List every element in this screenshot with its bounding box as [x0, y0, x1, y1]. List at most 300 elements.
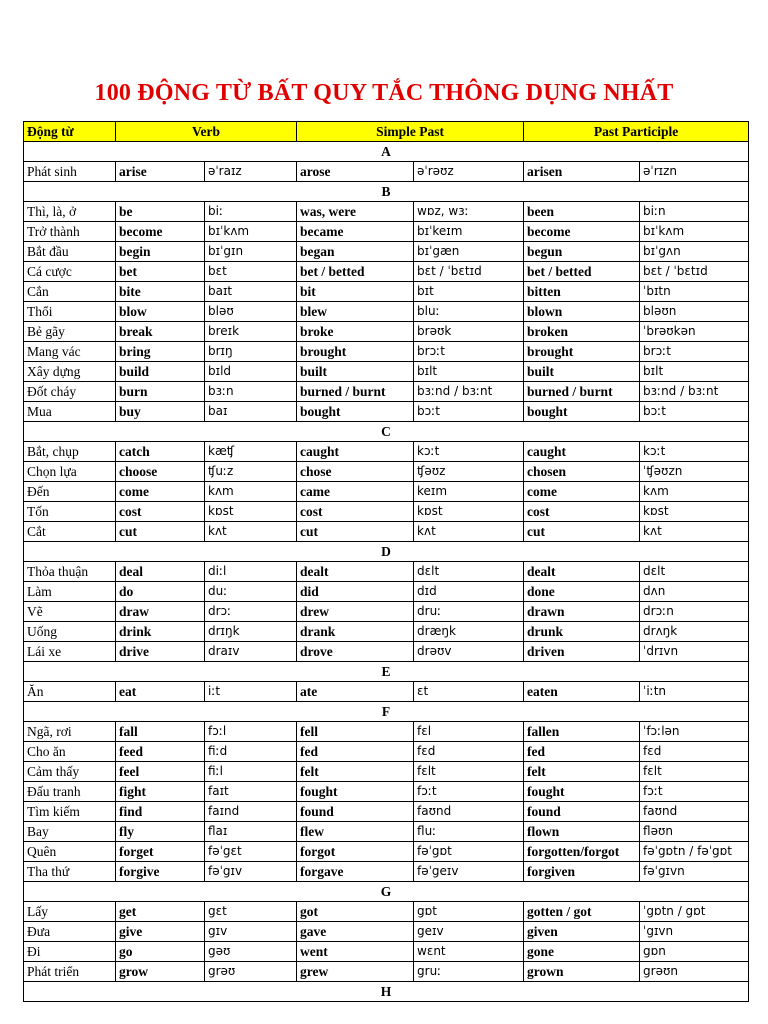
- simple-past-cell: caught: [297, 442, 414, 462]
- vietnamese-meaning-cell: Cắn: [24, 282, 116, 302]
- verb-ipa-cell: fiːl: [205, 762, 297, 782]
- vietnamese-meaning-cell: Uống: [24, 622, 116, 642]
- simple-past-ipa-cell: bɪˈkeɪm: [414, 222, 524, 242]
- simple-past-cell: burned / burnt: [297, 382, 414, 402]
- past-participle-cell: given: [524, 922, 640, 942]
- verb-ipa-cell: baɪt: [205, 282, 297, 302]
- past-participle-cell: grown: [524, 962, 640, 982]
- past-participle-cell: gone: [524, 942, 640, 962]
- past-participle-cell: driven: [524, 642, 640, 662]
- past-participle-cell: found: [524, 802, 640, 822]
- past-participle-cell: built: [524, 362, 640, 382]
- section-letter-row: [24, 882, 749, 902]
- past-participle-cell: forgotten/forgot: [524, 842, 640, 862]
- past-participle-ipa-cell: fɔːt: [640, 782, 749, 802]
- verb-cell: fall: [116, 722, 205, 742]
- simple-past-ipa-cell: drəʊv: [414, 642, 524, 662]
- simple-past-cell: forgave: [297, 862, 414, 882]
- verb-cell: drink: [116, 622, 205, 642]
- verb-cell: feed: [116, 742, 205, 762]
- vietnamese-meaning-cell: Làm: [24, 582, 116, 602]
- past-participle-cell: felt: [524, 762, 640, 782]
- verb-ipa-cell: biː: [205, 202, 297, 222]
- past-participle-cell: blown: [524, 302, 640, 322]
- simple-past-ipa-cell: geɪv: [414, 922, 524, 942]
- verb-ipa-cell: kʌt: [205, 522, 297, 542]
- vietnamese-meaning-cell: Thì, là, ở: [24, 202, 116, 222]
- table-row: [24, 162, 749, 182]
- table-row: [24, 282, 749, 302]
- simple-past-cell: fell: [297, 722, 414, 742]
- simple-past-ipa-cell: dɛlt: [414, 562, 524, 582]
- verb-ipa-cell: baɪ: [205, 402, 297, 422]
- past-participle-cell: broken: [524, 322, 640, 342]
- simple-past-ipa-cell: fɛd: [414, 742, 524, 762]
- verb-ipa-cell: diːl: [205, 562, 297, 582]
- verb-ipa-cell: drɪŋk: [205, 622, 297, 642]
- past-participle-ipa-cell: ˈdrɪvn: [640, 642, 749, 662]
- table-row: [24, 582, 749, 602]
- table-row: [24, 322, 749, 342]
- table-row: [24, 762, 749, 782]
- simple-past-ipa-cell: brəʊk: [414, 322, 524, 342]
- table-row: [24, 622, 749, 642]
- verb-cell: fly: [116, 822, 205, 842]
- past-participle-ipa-cell: ˈbɪtn: [640, 282, 749, 302]
- simple-past-ipa-cell: gɒt: [414, 902, 524, 922]
- past-participle-cell: flown: [524, 822, 640, 842]
- table-row: [24, 862, 749, 882]
- section-letter-row: [24, 542, 749, 562]
- past-participle-cell: bet / betted: [524, 262, 640, 282]
- simple-past-cell: drove: [297, 642, 414, 662]
- vietnamese-meaning-cell: Trở thành: [24, 222, 116, 242]
- past-participle-ipa-cell: bɪˈgʌn: [640, 242, 749, 262]
- table-row: [24, 302, 749, 322]
- verb-ipa-cell: brɪŋ: [205, 342, 297, 362]
- past-participle-cell: forgiven: [524, 862, 640, 882]
- verb-ipa-cell: kʌm: [205, 482, 297, 502]
- verb-cell: burn: [116, 382, 205, 402]
- verb-cell: become: [116, 222, 205, 242]
- vietnamese-meaning-cell: Lái xe: [24, 642, 116, 662]
- verb-cell: buy: [116, 402, 205, 422]
- verb-ipa-cell: bɜːn: [205, 382, 297, 402]
- table-row: [24, 562, 749, 582]
- verb-ipa-cell: bɛt: [205, 262, 297, 282]
- verb-ipa-cell: iːt: [205, 682, 297, 702]
- simple-past-ipa-cell: fəˈgeɪv: [414, 862, 524, 882]
- simple-past-ipa-cell: əˈrəʊz: [414, 162, 524, 182]
- simple-past-cell: arose: [297, 162, 414, 182]
- table-row: [24, 602, 749, 622]
- table-row: [24, 242, 749, 262]
- simple-past-cell: broke: [297, 322, 414, 342]
- simple-past-cell: cost: [297, 502, 414, 522]
- verb-ipa-cell: kɒst: [205, 502, 297, 522]
- simple-past-ipa-cell: fɔːt: [414, 782, 524, 802]
- table-body: [24, 142, 749, 1002]
- past-participle-cell: done: [524, 582, 640, 602]
- verb-cell: cost: [116, 502, 205, 522]
- section-letter-row: [24, 182, 749, 202]
- vietnamese-meaning-cell: Cho ăn: [24, 742, 116, 762]
- vietnamese-meaning-cell: Thổi: [24, 302, 116, 322]
- verb-ipa-cell: bɪld: [205, 362, 297, 382]
- past-participle-ipa-cell: fɛlt: [640, 762, 749, 782]
- verb-cell: bet: [116, 262, 205, 282]
- table-row: [24, 262, 749, 282]
- vietnamese-meaning-cell: Cảm thấy: [24, 762, 116, 782]
- table-row: [24, 682, 749, 702]
- past-participle-ipa-cell: ˈfɔːlən: [640, 722, 749, 742]
- vietnamese-meaning-cell: Bắt, chụp: [24, 442, 116, 462]
- table-row: [24, 462, 749, 482]
- table-row: [24, 842, 749, 862]
- table-row: [24, 722, 749, 742]
- verb-ipa-cell: kæʧ: [205, 442, 297, 462]
- verb-cell: feel: [116, 762, 205, 782]
- simple-past-cell: bought: [297, 402, 414, 422]
- past-participle-ipa-cell: ˈgɪvn: [640, 922, 749, 942]
- past-participle-cell: come: [524, 482, 640, 502]
- verb-ipa-cell: gɪv: [205, 922, 297, 942]
- simple-past-cell: flew: [297, 822, 414, 842]
- past-participle-ipa-cell: ˈiːtn: [640, 682, 749, 702]
- vietnamese-meaning-cell: Bắt đầu: [24, 242, 116, 262]
- table-header-row: [24, 122, 749, 142]
- simple-past-cell: built: [297, 362, 414, 382]
- vietnamese-meaning-cell: Đấu tranh: [24, 782, 116, 802]
- past-participle-cell: begun: [524, 242, 640, 262]
- past-participle-ipa-cell: ˈʧəʊzn: [640, 462, 749, 482]
- verb-cell: build: [116, 362, 205, 382]
- section-letter-row: [24, 662, 749, 682]
- vietnamese-meaning-cell: Lấy: [24, 902, 116, 922]
- simple-past-cell: ate: [297, 682, 414, 702]
- past-participle-ipa-cell: dɛlt: [640, 562, 749, 582]
- simple-past-ipa-cell: bɔːt: [414, 402, 524, 422]
- past-participle-ipa-cell: biːn: [640, 202, 749, 222]
- header-verb: Verb: [116, 122, 297, 142]
- vietnamese-meaning-cell: Thỏa thuận: [24, 562, 116, 582]
- simple-past-ipa-cell: bɪt: [414, 282, 524, 302]
- section-letter: G: [24, 882, 749, 902]
- simple-past-cell: brought: [297, 342, 414, 362]
- verb-cell: give: [116, 922, 205, 942]
- simple-past-ipa-cell: kʌt: [414, 522, 524, 542]
- verb-cell: grow: [116, 962, 205, 982]
- verb-ipa-cell: faɪt: [205, 782, 297, 802]
- past-participle-cell: caught: [524, 442, 640, 462]
- table-row: [24, 522, 749, 542]
- simple-past-cell: cut: [297, 522, 414, 542]
- past-participle-cell: dealt: [524, 562, 640, 582]
- past-participle-ipa-cell: brɔːt: [640, 342, 749, 362]
- simple-past-ipa-cell: druː: [414, 602, 524, 622]
- vietnamese-meaning-cell: Bẻ gãy: [24, 322, 116, 342]
- verb-ipa-cell: faɪnd: [205, 802, 297, 822]
- past-participle-cell: drunk: [524, 622, 640, 642]
- verb-cell: blow: [116, 302, 205, 322]
- past-participle-ipa-cell: faʊnd: [640, 802, 749, 822]
- verb-ipa-cell: gəʊ: [205, 942, 297, 962]
- simple-past-ipa-cell: bɜːnd / bɜːnt: [414, 382, 524, 402]
- vietnamese-meaning-cell: Phát sinh: [24, 162, 116, 182]
- past-participle-ipa-cell: drʌŋk: [640, 622, 749, 642]
- verb-ipa-cell: fiːd: [205, 742, 297, 762]
- verb-cell: be: [116, 202, 205, 222]
- past-participle-cell: fed: [524, 742, 640, 762]
- past-participle-ipa-cell: grəʊn: [640, 962, 749, 982]
- simple-past-cell: did: [297, 582, 414, 602]
- vietnamese-meaning-cell: Tìm kiếm: [24, 802, 116, 822]
- section-letter: F: [24, 702, 749, 722]
- past-participle-ipa-cell: bɛt / ˈbɛtɪd: [640, 262, 749, 282]
- simple-past-cell: fought: [297, 782, 414, 802]
- vietnamese-meaning-cell: Tha thứ: [24, 862, 116, 882]
- section-letter: E: [24, 662, 749, 682]
- simple-past-ipa-cell: kɔːt: [414, 442, 524, 462]
- vietnamese-meaning-cell: Bay: [24, 822, 116, 842]
- past-participle-ipa-cell: kʌt: [640, 522, 749, 542]
- verb-cell: get: [116, 902, 205, 922]
- simple-past-ipa-cell: keɪm: [414, 482, 524, 502]
- simple-past-cell: became: [297, 222, 414, 242]
- table-row: [24, 642, 749, 662]
- table-row: [24, 342, 749, 362]
- verb-ipa-cell: bɪˈgɪn: [205, 242, 297, 262]
- simple-past-cell: fed: [297, 742, 414, 762]
- vietnamese-meaning-cell: Quên: [24, 842, 116, 862]
- table-row: [24, 802, 749, 822]
- vietnamese-meaning-cell: Mang vác: [24, 342, 116, 362]
- table-row: [24, 382, 749, 402]
- simple-past-cell: drew: [297, 602, 414, 622]
- verb-ipa-cell: fəˈgɪv: [205, 862, 297, 882]
- simple-past-cell: went: [297, 942, 414, 962]
- verb-cell: arise: [116, 162, 205, 182]
- section-letter: A: [24, 142, 749, 162]
- past-participle-cell: arisen: [524, 162, 640, 182]
- past-participle-ipa-cell: bɪˈkʌm: [640, 222, 749, 242]
- past-participle-ipa-cell: ˈgɒtn / gɒt: [640, 902, 749, 922]
- simple-past-ipa-cell: bɪlt: [414, 362, 524, 382]
- past-participle-cell: chosen: [524, 462, 640, 482]
- verb-ipa-cell: bɪˈkʌm: [205, 222, 297, 242]
- vietnamese-meaning-cell: Cá cược: [24, 262, 116, 282]
- simple-past-cell: forgot: [297, 842, 414, 862]
- verb-cell: forget: [116, 842, 205, 862]
- simple-past-ipa-cell: fluː: [414, 822, 524, 842]
- simple-past-ipa-cell: dræŋk: [414, 622, 524, 642]
- verb-cell: eat: [116, 682, 205, 702]
- table-row: [24, 742, 749, 762]
- simple-past-cell: drank: [297, 622, 414, 642]
- section-letter-row: [24, 142, 749, 162]
- simple-past-ipa-cell: ʧəʊz: [414, 462, 524, 482]
- verb-cell: forgive: [116, 862, 205, 882]
- verb-cell: drive: [116, 642, 205, 662]
- simple-past-ipa-cell: kɒst: [414, 502, 524, 522]
- past-participle-cell: burned / burnt: [524, 382, 640, 402]
- section-letter-row: [24, 422, 749, 442]
- past-participle-ipa-cell: əˈrɪzn: [640, 162, 749, 182]
- past-participle-cell: drawn: [524, 602, 640, 622]
- table-row: [24, 402, 749, 422]
- verb-ipa-cell: əˈraɪz: [205, 162, 297, 182]
- verb-ipa-cell: draɪv: [205, 642, 297, 662]
- simple-past-ipa-cell: dɪd: [414, 582, 524, 602]
- verb-cell: deal: [116, 562, 205, 582]
- vietnamese-meaning-cell: Đi: [24, 942, 116, 962]
- verb-ipa-cell: duː: [205, 582, 297, 602]
- past-participle-ipa-cell: kʌm: [640, 482, 749, 502]
- verb-cell: find: [116, 802, 205, 822]
- table-row: [24, 502, 749, 522]
- vietnamese-meaning-cell: Đến: [24, 482, 116, 502]
- simple-past-ipa-cell: brɔːt: [414, 342, 524, 362]
- verb-ipa-cell: bləʊ: [205, 302, 297, 322]
- page-title: 100 ĐỘNG TỪ BẤT QUY TẮC THÔNG DỤNG NHẤT: [94, 80, 674, 106]
- simple-past-ipa-cell: bluː: [414, 302, 524, 322]
- table-row: [24, 962, 749, 982]
- simple-past-ipa-cell: wɛnt: [414, 942, 524, 962]
- simple-past-ipa-cell: faʊnd: [414, 802, 524, 822]
- table-row: [24, 942, 749, 962]
- vietnamese-meaning-cell: Đưa: [24, 922, 116, 942]
- simple-past-cell: found: [297, 802, 414, 822]
- simple-past-ipa-cell: fəˈgɒt: [414, 842, 524, 862]
- past-participle-ipa-cell: fləʊn: [640, 822, 749, 842]
- past-participle-ipa-cell: ˈbrəʊkən: [640, 322, 749, 342]
- simple-past-ipa-cell: bɛt / ˈbɛtɪd: [414, 262, 524, 282]
- table-row: [24, 922, 749, 942]
- past-participle-ipa-cell: bɪlt: [640, 362, 749, 382]
- past-participle-cell: gotten / got: [524, 902, 640, 922]
- verb-ipa-cell: fɔːl: [205, 722, 297, 742]
- past-participle-cell: become: [524, 222, 640, 242]
- past-participle-cell: fought: [524, 782, 640, 802]
- simple-past-cell: dealt: [297, 562, 414, 582]
- past-participle-cell: cost: [524, 502, 640, 522]
- table-row: [24, 202, 749, 222]
- past-participle-cell: been: [524, 202, 640, 222]
- vietnamese-meaning-cell: Tốn: [24, 502, 116, 522]
- verb-ipa-cell: fəˈgɛt: [205, 842, 297, 862]
- simple-past-cell: bit: [297, 282, 414, 302]
- verb-cell: do: [116, 582, 205, 602]
- verb-ipa-cell: grəʊ: [205, 962, 297, 982]
- past-participle-ipa-cell: dʌn: [640, 582, 749, 602]
- simple-past-cell: felt: [297, 762, 414, 782]
- simple-past-cell: was, were: [297, 202, 414, 222]
- verb-cell: bite: [116, 282, 205, 302]
- past-participle-ipa-cell: bləʊn: [640, 302, 749, 322]
- verb-ipa-cell: ʧuːz: [205, 462, 297, 482]
- simple-past-cell: blew: [297, 302, 414, 322]
- table-row: [24, 482, 749, 502]
- table-row: [24, 782, 749, 802]
- irregular-verbs-table: [23, 121, 749, 1002]
- simple-past-cell: grew: [297, 962, 414, 982]
- verb-ipa-cell: drɔː: [205, 602, 297, 622]
- table-row: [24, 222, 749, 242]
- past-participle-ipa-cell: fɛd: [640, 742, 749, 762]
- past-participle-cell: brought: [524, 342, 640, 362]
- past-participle-cell: eaten: [524, 682, 640, 702]
- verb-ipa-cell: gɛt: [205, 902, 297, 922]
- past-participle-ipa-cell: bɜːnd / bɜːnt: [640, 382, 749, 402]
- section-letter-row: [24, 982, 749, 1002]
- simple-past-ipa-cell: gruː: [414, 962, 524, 982]
- section-letter: B: [24, 182, 749, 202]
- simple-past-ipa-cell: bɪˈgæn: [414, 242, 524, 262]
- section-letter-row: [24, 702, 749, 722]
- section-letter: C: [24, 422, 749, 442]
- table-row: [24, 442, 749, 462]
- past-participle-ipa-cell: fəˈgɪvn: [640, 862, 749, 882]
- header-past-participle: Past Participle: [524, 122, 749, 142]
- table-row: [24, 902, 749, 922]
- vietnamese-meaning-cell: Chọn lựa: [24, 462, 116, 482]
- past-participle-cell: cut: [524, 522, 640, 542]
- verb-cell: fight: [116, 782, 205, 802]
- past-participle-ipa-cell: drɔːn: [640, 602, 749, 622]
- verb-cell: draw: [116, 602, 205, 622]
- simple-past-cell: got: [297, 902, 414, 922]
- header-simple-past: Simple Past: [297, 122, 524, 142]
- verb-cell: cut: [116, 522, 205, 542]
- simple-past-ipa-cell: ɛt: [414, 682, 524, 702]
- vietnamese-meaning-cell: Vẽ: [24, 602, 116, 622]
- past-participle-cell: fallen: [524, 722, 640, 742]
- past-participle-ipa-cell: kɒst: [640, 502, 749, 522]
- simple-past-ipa-cell: fɛlt: [414, 762, 524, 782]
- simple-past-cell: chose: [297, 462, 414, 482]
- past-participle-cell: bitten: [524, 282, 640, 302]
- table-row: [24, 362, 749, 382]
- verb-cell: bring: [116, 342, 205, 362]
- verb-cell: come: [116, 482, 205, 502]
- verb-cell: go: [116, 942, 205, 962]
- vietnamese-meaning-cell: Ngã, rơi: [24, 722, 116, 742]
- simple-past-cell: came: [297, 482, 414, 502]
- vietnamese-meaning-cell: Mua: [24, 402, 116, 422]
- simple-past-cell: began: [297, 242, 414, 262]
- simple-past-cell: bet / betted: [297, 262, 414, 282]
- verb-cell: catch: [116, 442, 205, 462]
- past-participle-ipa-cell: gɒn: [640, 942, 749, 962]
- table-row: [24, 822, 749, 842]
- vietnamese-meaning-cell: Xây dựng: [24, 362, 116, 382]
- simple-past-ipa-cell: fɛl: [414, 722, 524, 742]
- verb-cell: choose: [116, 462, 205, 482]
- past-participle-ipa-cell: bɔːt: [640, 402, 749, 422]
- section-letter: H: [24, 982, 749, 1002]
- vietnamese-meaning-cell: Phát triển: [24, 962, 116, 982]
- vietnamese-meaning-cell: Đốt cháy: [24, 382, 116, 402]
- verb-cell: begin: [116, 242, 205, 262]
- verb-ipa-cell: breɪk: [205, 322, 297, 342]
- simple-past-ipa-cell: wɒz, wɜː: [414, 202, 524, 222]
- section-letter: D: [24, 542, 749, 562]
- simple-past-cell: gave: [297, 922, 414, 942]
- header-vietnamese: Động từ: [24, 122, 116, 142]
- past-participle-ipa-cell: kɔːt: [640, 442, 749, 462]
- verb-ipa-cell: flaɪ: [205, 822, 297, 842]
- past-participle-cell: bought: [524, 402, 640, 422]
